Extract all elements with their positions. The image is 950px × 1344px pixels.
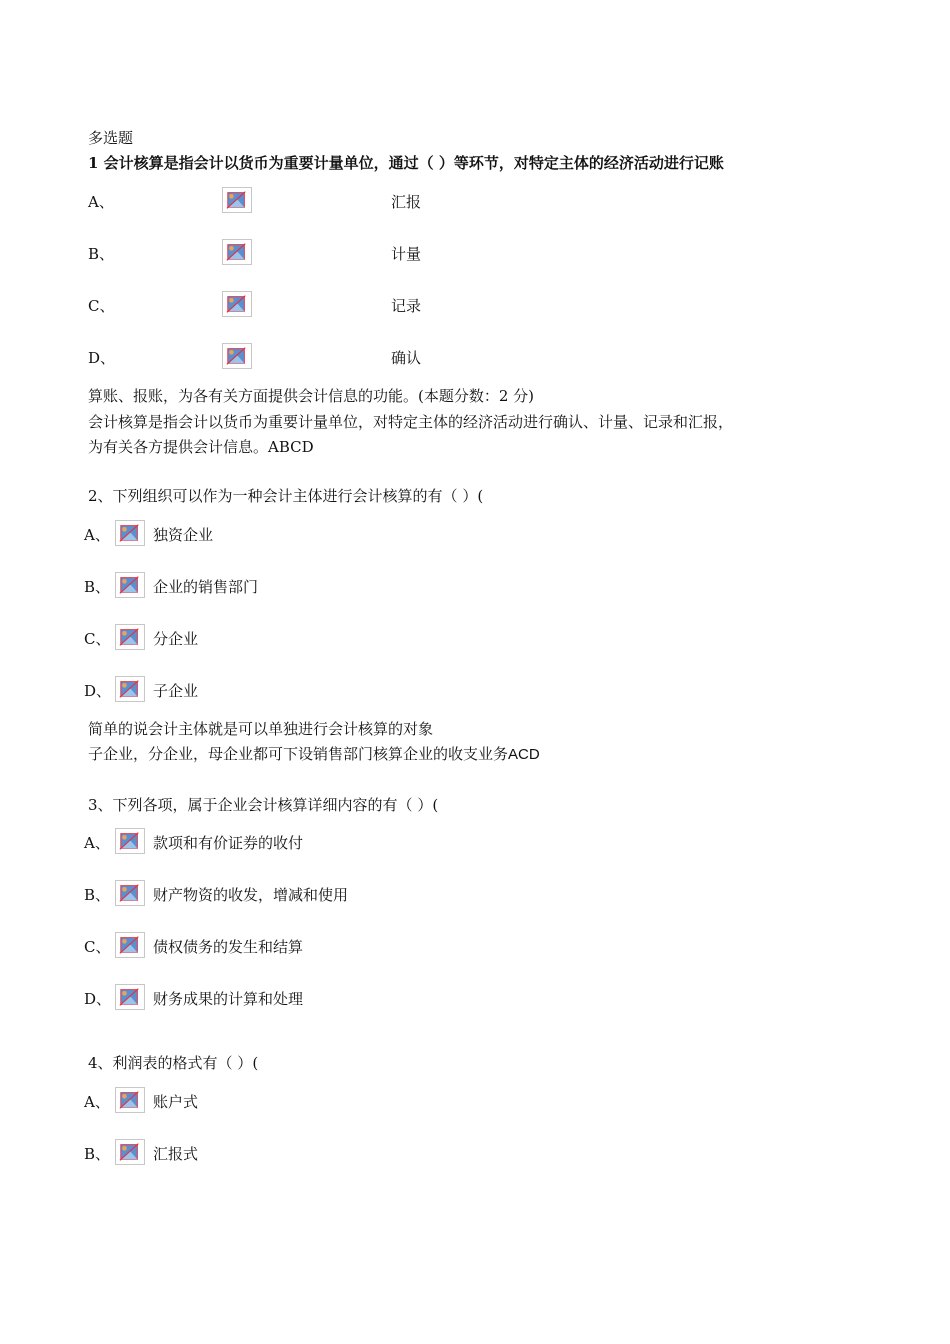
q4-option-a-text: 账户式 — [153, 1093, 199, 1111]
q2-option-b-letter: B、 — [84, 578, 111, 596]
q2-explanation-text: 子企业，分企业，母企业都可下设销售部门核算企业的收支业务 — [88, 745, 509, 763]
q1-option-a-letter: A、 — [88, 193, 114, 211]
question-1-title: 1 会计核算是指会计以货币为重要计量单位，通过（ ）等环节，对特定主体的经济活动进行记账 — [88, 154, 724, 172]
q1-option-d-letter: D、 — [88, 349, 116, 367]
q3-option-c-text: 债权债务的发生和结算 — [153, 938, 304, 956]
q4-option-b-text: 汇报式 — [153, 1145, 199, 1163]
q2-option-a-text: 独资企业 — [153, 526, 214, 544]
q1-option-b-letter: B、 — [88, 245, 115, 263]
q2-option-c-letter: C、 — [84, 630, 111, 648]
question-3-title: 3、下列各项，属于企业会计核算详细内容的有（ ）( — [88, 796, 439, 814]
broken-image-icon — [115, 1087, 145, 1113]
broken-image-icon — [115, 624, 145, 650]
q3-option-d-letter: D、 — [84, 990, 112, 1008]
question-2-title: 2、下列组织可以作为一种会计主体进行会计核算的有（ ）( — [88, 487, 484, 505]
q2-option-d-letter: D、 — [84, 682, 112, 700]
broken-image-icon — [115, 984, 145, 1010]
q3-option-b-text: 财产物资的收发，增减和使用 — [153, 886, 349, 904]
broken-image-icon — [115, 520, 145, 546]
q1-option-c-text: 记录 — [391, 297, 422, 315]
q1-option-c-letter: C、 — [88, 297, 115, 315]
q1-option-d-text: 确认 — [391, 349, 422, 367]
q2-option-a-letter: A、 — [84, 526, 110, 544]
broken-image-icon — [222, 187, 252, 213]
q3-option-d-text: 财务成果的计算和处理 — [153, 990, 304, 1008]
q1-explanation-line-2: 为有关各方提供会计信息。ABCD — [88, 438, 314, 456]
q3-option-a-letter: A、 — [84, 834, 110, 852]
q3-option-c-letter: C、 — [84, 938, 111, 956]
question-4-title: 4、利润表的格式有（ ）( — [88, 1054, 259, 1072]
q2-explanation-line-1: 简单的说会计主体就是可以单独进行会计核算的对象 — [88, 720, 434, 738]
q2-option-d-text: 子企业 — [153, 682, 199, 700]
broken-image-icon — [115, 676, 145, 702]
broken-image-icon — [115, 932, 145, 958]
q3-option-a-text: 款项和有价证券的收付 — [153, 834, 304, 852]
q1-title-continuation: 算账、报账，为各有关方面提供会计信息的功能。(本题分数：2 分) — [88, 387, 535, 405]
broken-image-icon — [222, 291, 252, 317]
q1-option-a-text: 汇报 — [391, 193, 422, 211]
q3-option-b-letter: B、 — [84, 886, 111, 904]
broken-image-icon — [222, 343, 252, 369]
q2-answer: ACD — [508, 746, 540, 763]
broken-image-icon — [115, 828, 145, 854]
broken-image-icon — [222, 239, 252, 265]
q1-option-b-text: 计量 — [391, 245, 422, 263]
broken-image-icon — [115, 572, 145, 598]
q4-option-b-letter: B、 — [84, 1145, 111, 1163]
q2-option-b-text: 企业的销售部门 — [153, 578, 259, 596]
q4-option-a-letter: A、 — [84, 1093, 110, 1111]
broken-image-icon — [115, 880, 145, 906]
q1-explanation-line-1: 会计核算是指会计以货币为重要计量单位，对特定主体的经济活动进行确认、计量、记录和汇报， — [88, 413, 734, 431]
q2-explanation-line-2 — [88, 743, 540, 764]
section-heading: 多选题 — [88, 129, 134, 147]
broken-image-icon — [115, 1139, 145, 1165]
q2-option-c-text: 分企业 — [153, 630, 199, 648]
